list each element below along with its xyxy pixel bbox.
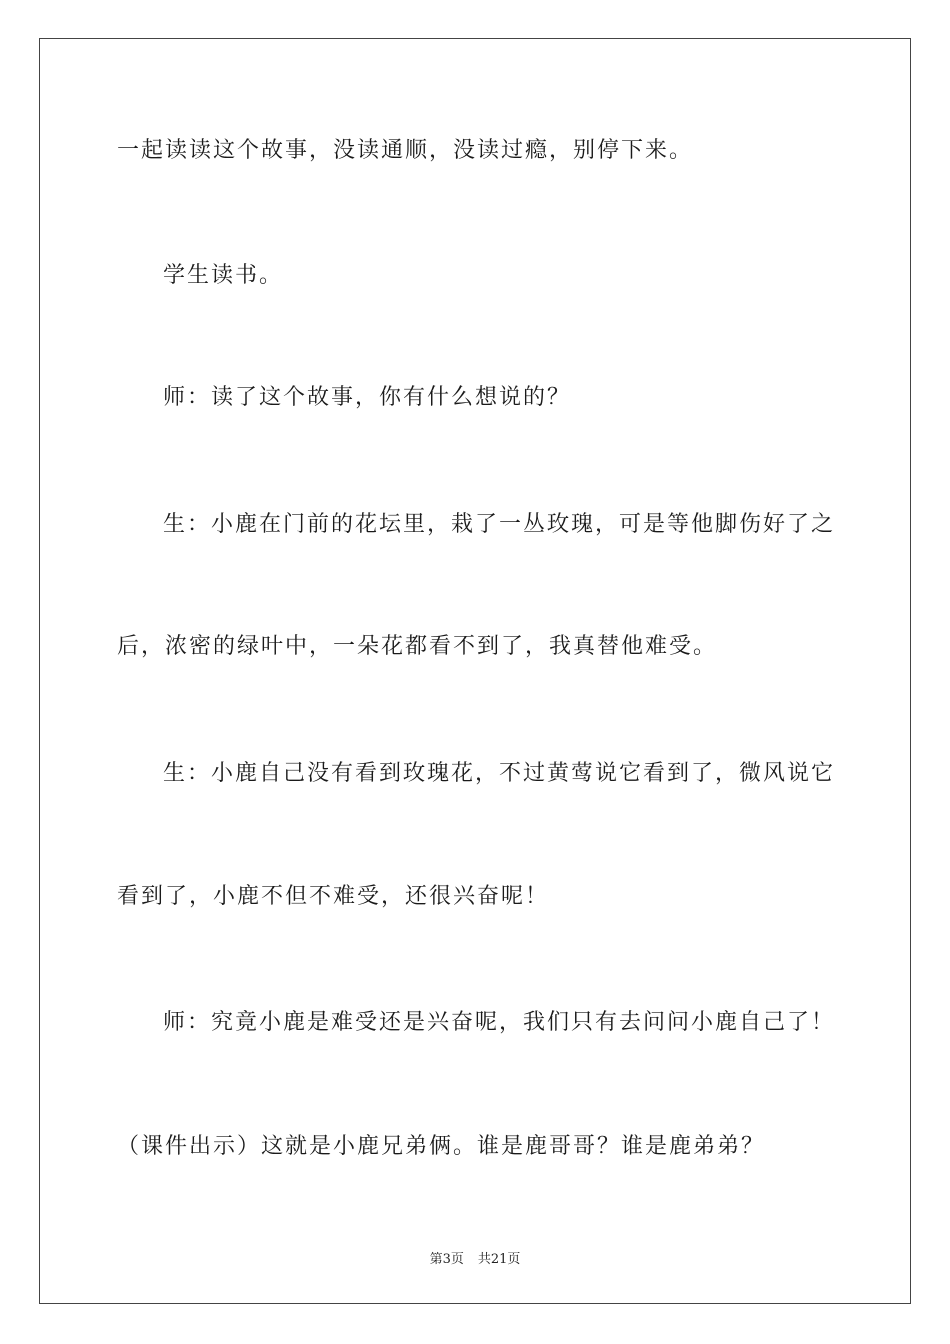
text-line-4: 生：小鹿在门前的花坛里，栽了一丛玫瑰，可是等他脚伤好了之 xyxy=(163,512,836,537)
page-number: 第3页 xyxy=(429,1252,464,1267)
page-frame xyxy=(39,38,911,1304)
text-line-9: （课件出示）这就是小鹿兄弟俩。谁是鹿哥哥？谁是鹿弟弟？ xyxy=(117,1134,766,1159)
page-total: 共21页 xyxy=(477,1252,521,1267)
text-line-8: 师：究竟小鹿是难受还是兴奋呢，我们只有去问问小鹿自己了！ xyxy=(163,1010,836,1035)
text-line-1: 一起读读这个故事，没读通顺，没读过瘾，别停下来。 xyxy=(117,138,694,163)
text-line-7: 看到了，小鹿不但不难受，还很兴奋呢！ xyxy=(117,884,550,909)
text-line-2: 学生读书。 xyxy=(163,263,284,288)
text-line-6: 生：小鹿自己没有看到玫瑰花，不过黄莺说它看到了，微风说它 xyxy=(163,761,836,786)
text-line-3: 师：读了这个故事，你有什么想说的？ xyxy=(163,385,572,410)
text-line-5: 后，浓密的绿叶中，一朵花都看不到了，我真替他难受。 xyxy=(117,634,718,659)
page-footer xyxy=(0,1248,950,1267)
